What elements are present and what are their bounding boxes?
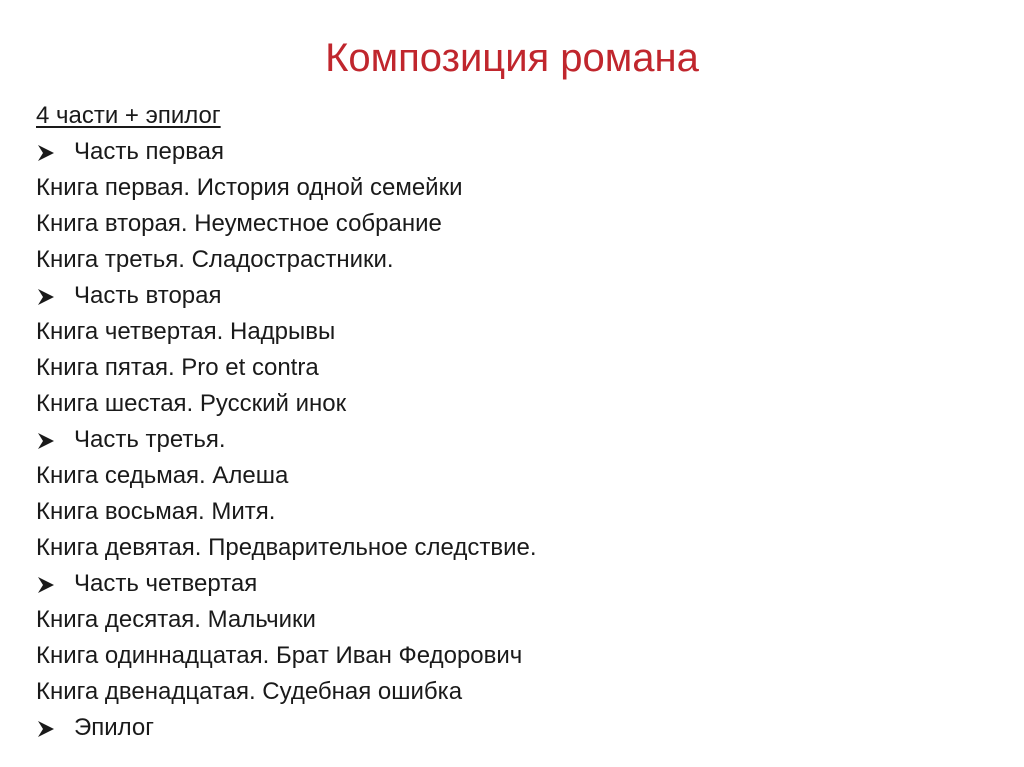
book-text: Книга седьмая. Алеша xyxy=(36,462,289,489)
part-line xyxy=(36,566,996,602)
book-text: Книга десятая. Мальчики xyxy=(36,606,316,633)
arrowhead-bullet-icon xyxy=(36,710,74,746)
summary-text: 4 части + эпилог xyxy=(36,102,221,129)
part-line xyxy=(36,134,996,170)
part-text: Часть первая xyxy=(74,138,225,165)
book-line xyxy=(36,386,996,422)
part-text: Часть третья. xyxy=(74,426,226,453)
slide-body xyxy=(36,98,996,746)
part-line xyxy=(36,710,996,746)
book-line xyxy=(36,314,996,350)
arrowhead-bullet-icon xyxy=(36,422,74,458)
book-text: Книга девятая. Предварительное следствие. xyxy=(36,534,537,561)
book-text: Книга восьмая. Митя. xyxy=(36,498,276,525)
book-line xyxy=(36,206,996,242)
book-line xyxy=(36,638,996,674)
book-text: Книга первая. История одной семейки xyxy=(36,174,463,201)
part-text: Эпилог xyxy=(74,714,155,741)
book-line xyxy=(36,674,996,710)
book-text: Книга вторая. Неуместное собрание xyxy=(36,210,442,237)
slide-title: Композиция романа xyxy=(325,36,699,80)
book-line xyxy=(36,494,996,530)
part-line xyxy=(36,278,996,314)
summary-line xyxy=(36,98,996,134)
book-line xyxy=(36,170,996,206)
book-text: Книга двенадцатая. Судебная ошибка xyxy=(36,678,463,705)
book-text: Книга четвертая. Надрывы xyxy=(36,318,336,345)
part-text: Часть вторая xyxy=(74,282,222,309)
book-line xyxy=(36,530,996,566)
book-line xyxy=(36,458,996,494)
book-line xyxy=(36,242,996,278)
book-line xyxy=(36,602,996,638)
part-line xyxy=(36,422,996,458)
part-text: Часть четвертая xyxy=(74,570,258,597)
arrowhead-bullet-icon xyxy=(36,566,74,602)
book-text: Книга одиннадцатая. Брат Иван Федорович xyxy=(36,642,523,669)
book-text: Книга шестая. Русский инок xyxy=(36,390,347,417)
book-line xyxy=(36,350,996,386)
arrowhead-bullet-icon xyxy=(36,278,74,314)
arrowhead-bullet-icon xyxy=(36,134,74,170)
book-text: Книга третья. Сладострастники. xyxy=(36,246,394,273)
book-text: Книга пятая. Pro et contra xyxy=(36,354,319,381)
